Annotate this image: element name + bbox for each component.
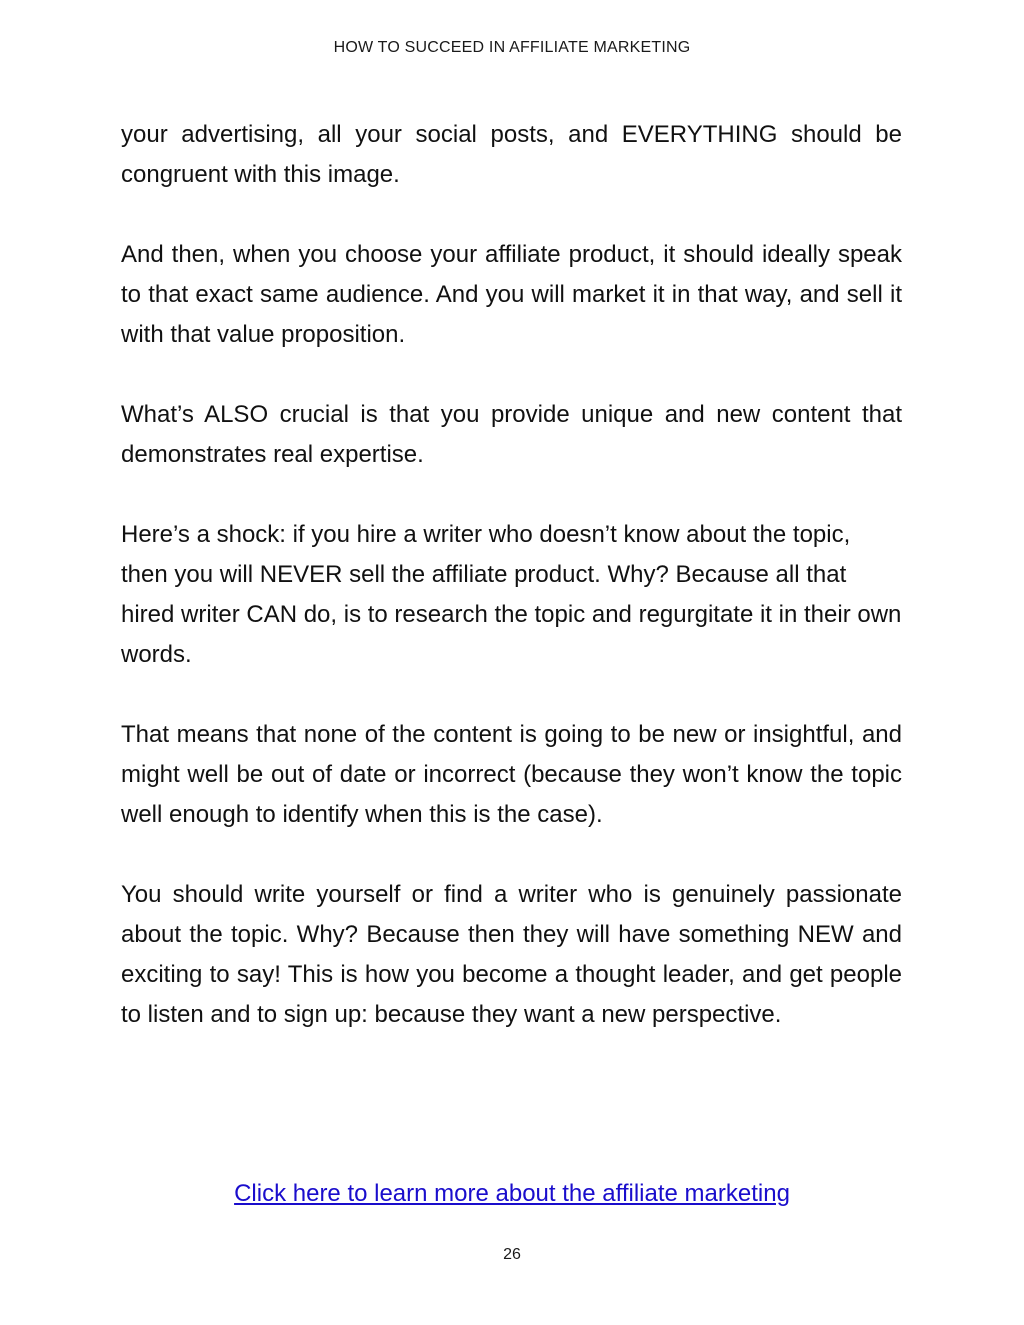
paragraph-1: your advertising, all your social posts, and EVERYTHING should be congruent with this image. [121,121,902,188]
paragraph-6: You should write yourself or find a writer who is genuinely passionate about the topic. Why? Because then they will have something NEW and exciting to say! This is how you become a thought leader, and get people to listen and to sign up: because they want a new perspective. [121,881,902,1028]
paragraph-4: Here’s a shock: if you hire a writer who doesn’t know about the topic, then you will NEVER sell the affiliate product. Why? Because all that hired writer CAN do, is to research the topic and regurgitate it in their own words. [121,521,902,668]
body-text [121,115,902,1075]
learn-more-line [0,1174,1024,1214]
learn-more-link[interactable]: Click here to learn more about the affiliate marketing [234,1180,790,1207]
paragraph-3: What’s ALSO crucial is that you provide unique and new content that demonstrates real expertise. [121,401,902,468]
paragraph-2: And then, when you choose your affiliate product, it should ideally speak to that exact same audience. And you will market it in that way, and sell it with that value proposition. [121,241,902,348]
page-number: 26 [503,1246,521,1263]
paragraph-5: That means that none of the content is going to be new or insightful, and might well be out of date or incorrect (because they won’t know the topic well enough to identify when this is the case). [121,721,902,828]
page-header-title: HOW TO SUCCEED IN AFFILIATE MARKETING [333,39,691,56]
